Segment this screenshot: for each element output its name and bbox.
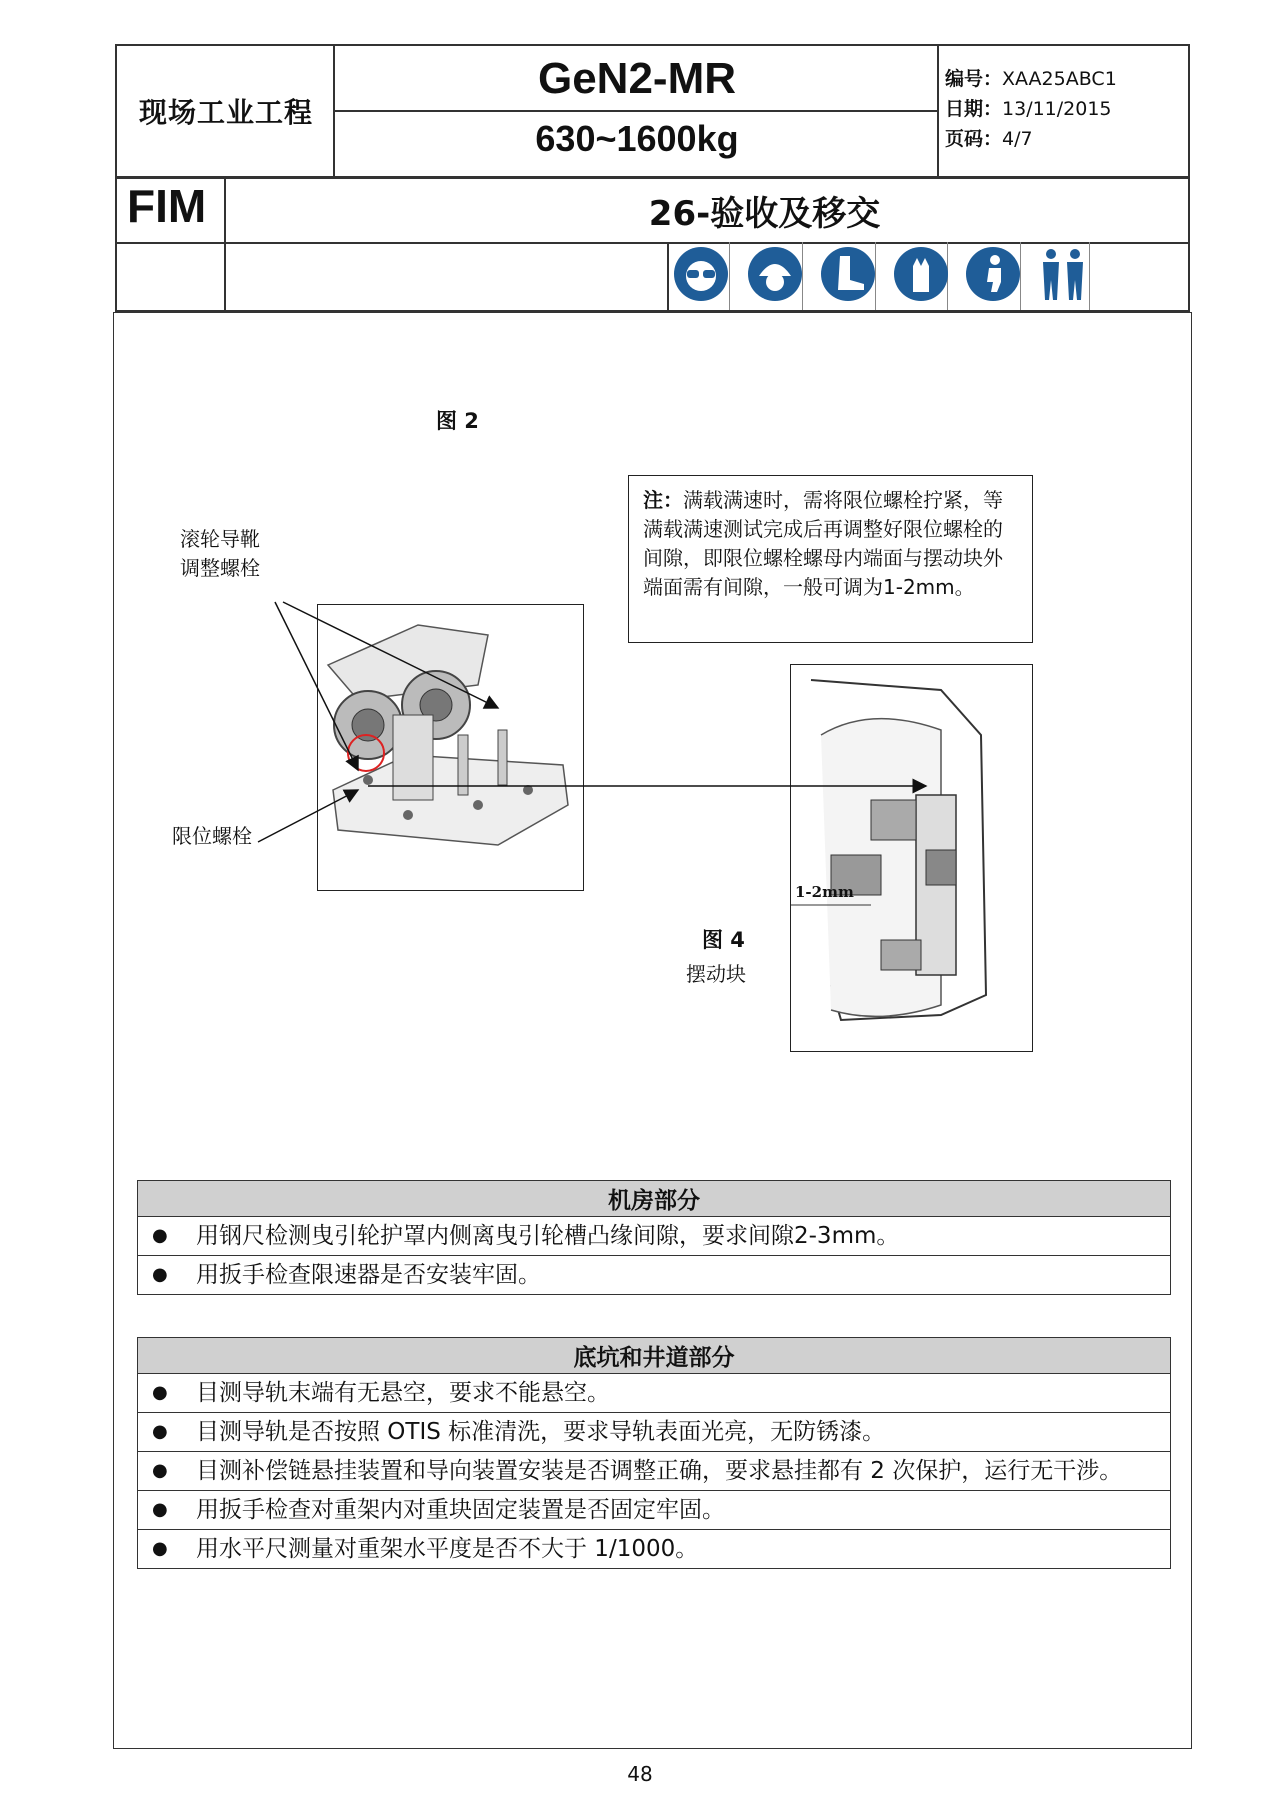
table-row: ● 用钢尺检测曳引轮护罩内侧离曳引轮槽凸缘间隙，要求间隙2-3mm。: [138, 1217, 1171, 1256]
table-row: ● 目测导轨是否按照 OTIS 标准清洗，要求导轨表面光亮，无防锈漆。: [138, 1413, 1171, 1452]
figure-2-label: 图 2: [436, 409, 479, 433]
table-row: ● 用水平尺测量对重架水平度是否不大于 1/1000。: [138, 1530, 1171, 1569]
list-item: 用扳手检查对重架内对重块固定装置是否固定牢固。: [196, 1497, 725, 1523]
note-text: 满载满速时，需将限位螺栓拧紧，等满载满速测试完成后再调整好限位螺栓的间隙，即限位螺栓螺母内端面与摆动块外端面需有间隙，一般可调为1-2mm。: [643, 488, 1003, 599]
figure-4-caption: 摆动块: [686, 962, 746, 986]
figure-4-label: 图 4: [702, 928, 745, 952]
table-row: ● 用扳手检查限速器是否安装牢固。: [138, 1256, 1171, 1295]
code-value: XAA25ABC1: [1002, 68, 1117, 90]
date-value: 13/11/2015: [1002, 98, 1112, 120]
list-item: 用水平尺测量对重架水平度是否不大于 1/1000。: [196, 1536, 699, 1562]
machine-room-title: 机房部分: [138, 1181, 1171, 1217]
note-label: 注：: [643, 488, 683, 512]
list-item: 目测补偿链悬挂装置和导向装置安装是否调整正确，要求悬挂都有 2 次保护，运行无干涉。: [196, 1458, 1123, 1484]
date-label: 日期：: [945, 98, 1003, 120]
page-label: 页码：: [945, 128, 1003, 150]
page-value: 4/7: [1002, 128, 1033, 150]
doc-type: FIM: [127, 180, 207, 232]
list-item: 目测导轨是否按照 OTIS 标准清洗，要求导轨表面光亮，无防锈漆。: [196, 1419, 886, 1445]
callout-roller-line2: 调整螺栓: [180, 556, 260, 580]
pit-hoistway-table: [137, 1337, 1171, 1569]
gap-label: 1-2mm: [795, 883, 854, 901]
callout-limit-bolt: 限位螺栓: [172, 824, 252, 848]
page-number: 48: [627, 1762, 653, 1786]
pit-hoistway-title: 底坑和井道部分: [138, 1338, 1171, 1374]
table-row: ● 目测补偿链悬挂装置和导向装置安装是否调整正确，要求悬挂都有 2 次保护，运行无干涉。: [138, 1452, 1171, 1491]
arrow-limit-bolt: [258, 790, 358, 842]
arrow-roller-left: [275, 602, 358, 770]
capacity-title: 630~1600kg: [535, 118, 739, 159]
company-name: 现场工业工程: [138, 96, 313, 129]
section-title: 26-验收及移交: [648, 194, 881, 234]
table-row: ● 目测导轨末端有无悬空，要求不能悬空。: [138, 1374, 1171, 1413]
machine-room-table: [137, 1180, 1171, 1295]
callout-roller-line1: 滚轮导靴: [180, 527, 260, 551]
list-item: 目测导轨末端有无悬空，要求不能悬空。: [196, 1380, 610, 1406]
list-item: 用扳手检查限速器是否安装牢固。: [196, 1262, 541, 1288]
arrow-roller-right: [283, 602, 498, 708]
model-title: GeN2-MR: [537, 54, 737, 103]
code-label: 编号：: [945, 68, 1003, 90]
list-item: 用钢尺检测曳引轮护罩内侧离曳引轮槽凸缘间隙，要求间隙2-3mm。: [196, 1223, 900, 1249]
table-row: ● 用扳手检查对重架内对重块固定装置是否固定牢固。: [138, 1491, 1171, 1530]
